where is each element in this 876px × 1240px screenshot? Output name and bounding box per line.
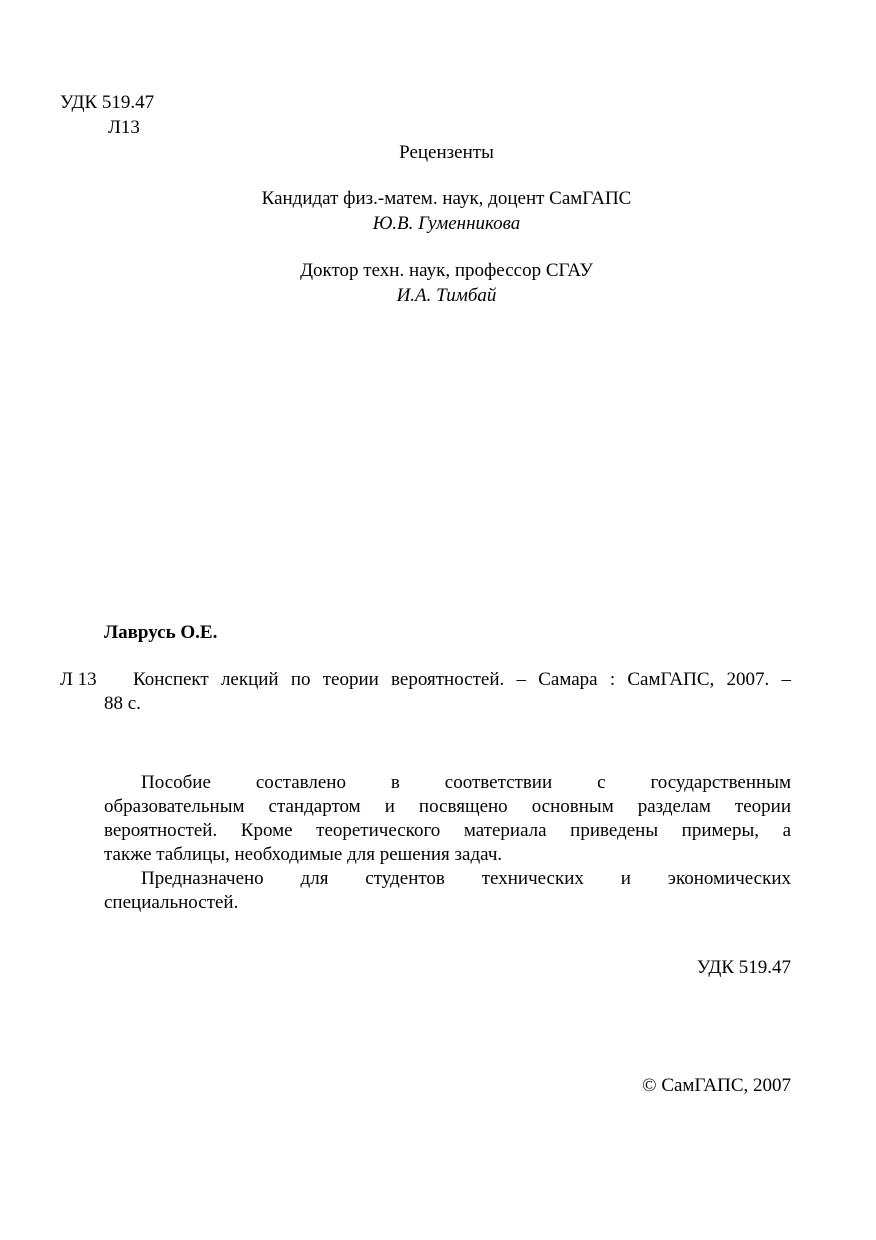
reviewer-2-name: И.А. Тимбай xyxy=(396,285,497,306)
abstract-line: образовательным стандартом и посвящено основным разделам теории xyxy=(104,796,791,817)
reviewer-1-name: Ю.В. Гуменникова xyxy=(372,213,521,234)
reviewer-1-position: Кандидат физ.-матем. наук, доцент СамГАПС xyxy=(261,188,632,209)
library-code: Л13 xyxy=(108,117,140,138)
reviewers-heading: Рецензенты xyxy=(399,142,494,163)
reviewer-2-position: Доктор техн. наук, профессор СГАУ xyxy=(300,260,593,281)
bib-title-line: Конспект лекций по теории вероятностей. – Самара : СамГАПС, 2007. – xyxy=(133,669,791,690)
udk-top: УДК 519.47 xyxy=(60,92,155,113)
copyright: © СамГАПС, 2007 xyxy=(642,1075,791,1096)
abstract-line: также таблицы, необходимые для решения задач. xyxy=(104,844,503,865)
abstract-line: Предназначено для студентов технических и экономических xyxy=(141,868,791,889)
bib-code: Л 13 xyxy=(60,669,97,690)
udk-bottom: УДК 519.47 xyxy=(696,957,791,978)
abstract-line: вероятностей. Кроме теоретического материала приведены примеры, а xyxy=(104,820,791,841)
abstract-line: Пособие составлено в соответствии с государственным xyxy=(141,772,791,793)
abstract-line: специальностей. xyxy=(104,892,239,913)
author: Лаврусь О.Е. xyxy=(104,622,218,643)
bib-pages: 88 с. xyxy=(104,693,141,714)
